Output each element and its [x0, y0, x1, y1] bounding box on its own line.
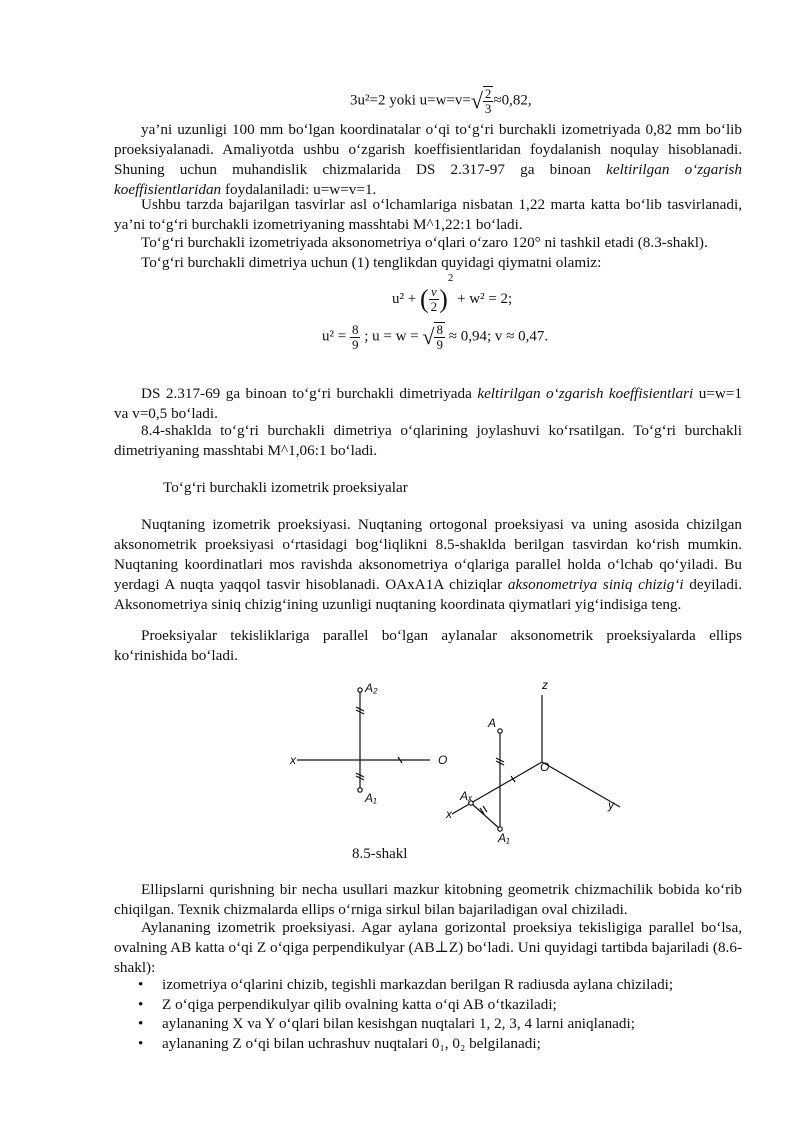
section-heading: To‘g‘ri burchakli izometrik proeksiyalar [163, 479, 408, 496]
paragraph-ds-standard: DS 2.317-69 ga binoan to‘g‘ri burchakli dimetriyada keltirilgan o‘zgarish koeffisientlari u=w=1 va v=0,5 bo‘ladi. [114, 385, 742, 422]
paragraph-coefficients: ya’ni uzunligi 100 mm bo‘lgan koordinatalar o‘qi to‘g‘ri burchakli izometriyada 0,82 mm bo‘lib proeksiyalanadi. Amaliyotda ushbu o‘zgarish koeffisientlaridan foydalanish noqulay hisoblanadi. Shuning uchun muhandislik chizmalarida DS 2.317-97 ga binoan keltirilgan o‘zgarish koeffisientlaridan foydalaniladi: u=w=v=1. [114, 121, 742, 198]
paragraph-dimetry: To‘g‘ri burchakli dimetriya uchun (1) tenglikdan quyidagi qiymatni olamiz: [141, 254, 602, 271]
formula-dimetry-equation: u² + ( $\frac{v}{2}$ )$^2$ + w² = 2; [392, 272, 513, 315]
fraction: $\frac{8}{9}$ [436, 322, 443, 352]
paragraph-circle-projection: Aylananing izometrik proeksiyasi. Agar aylana gorizontal proeksiya tekisligiga parallel bo‘lsa, ovalning AB katta o‘qi Z o‘qiga perpendikulyar (AB⊥Z) bo‘ladi. Uni quyidagi tartibda bajariladi (8.6-shakl): [114, 919, 742, 976]
label-ax: Aₓ [460, 789, 473, 803]
figure-caption: 8.5-shakl [352, 846, 408, 862]
fraction: $\frac{v}{2}$ [430, 284, 438, 315]
label-z: z [542, 678, 548, 692]
right-x-axis [452, 762, 542, 814]
label-o-right: O [540, 760, 550, 774]
paragraph-ellipse-methods: Ellipslarni qurishning bir necha usullari mazkur kitobning geometrik chizmachilik bobida ko‘rib chiqilgan. Texnik chizmalarda ellips o‘rniga sirkul bilan bajariladigan oval chiziladi. [114, 881, 742, 918]
formula-izometry-coefficient: 3u²=2 yoki u=w=v=√ $\frac{2}{3}$ ≈0,82, [350, 86, 532, 116]
formula-text: ≈0,82, [493, 92, 532, 109]
formula-dimetry-values: u² = $\frac{8}{9}$ ; u = w = √ $\frac{8}{9}$ ≈ 0,94; v ≈ 0,47. [322, 321, 549, 352]
fraction: $\frac{2}{3}$ [484, 86, 492, 116]
point-a2 [358, 688, 362, 692]
label-a: A [488, 716, 497, 730]
label-x-left: x [290, 753, 296, 767]
paragraph-scale: Ushbu tarzda bajarilgan tasvirlar asl o‘lchamlariga nisbatan 1,22 marta katta bo‘lib tasvirlanadi, ya’ni to‘g‘ri burchakli izometriyaning masshtabi M^1,22:1 bo‘ladi. [114, 196, 742, 233]
label-y: y [608, 798, 614, 812]
figure-8-5-diagram [280, 675, 640, 845]
document-page: 3u²=2 yoki u=w=v=√ $\frac{2}{3}$ ≈0,82, ya’ni uzunligi 100 mm bo‘lgan koordinatalar o‘qi to‘g‘ri burchakli izometriyada 0,82 mm bo‘lib proeksiyalanadi. Amaliyotda ushbu o‘zgarish koeffisientlaridan foydalanish noqulay hisoblanadi. Shuning uchun muhandislik chizmalarida DS 2.317-97 ga binoan keltirilgan o‘zgarish koeffisientlaridan foydalaniladi: u=w=v=1. Ushbu tarzda bajarilgan tasvirlar asl o‘lchamlariga nisbatan 1,22 marta katta bo‘lib tasvirlanadi, ya’ni to‘g‘ri burchakli izometriyaning masshtabi M^1,22:1 bo‘ladi. To‘g‘ri burchakli izometriyada aksonometriya o‘qlari o‘zaro 120° ni tashkil etadi (8.3-shakl). To‘g‘ri burchakli dimetriya uchun (1) tenglikdan quyidagi qiymatni olamiz: u² + ( $\frac{v}{2}$ )$^2$ + w² = 2; u² = $\frac{8}{9}$ ; u = w = √ $\frac{8}{9}$ ≈ 0,94; v ≈ 0,47. DS 2.317-69 ga binoan to‘g‘ri burchakli dimetriyada keltirilgan o‘zgarish koeffisientlari u=w=1 va v=0,5 bo‘ladi. 8.4-shaklda to‘g‘ri burchakli dimetriya o‘qlarining joylashuvi ko‘rsatilgan. To‘g‘ri burchakli dimetriyaning masshtabi M^1,06:1 bo‘ladi. To‘g‘ri burchakli izometrik proeksiyalar Nuqtaning izometrik proeksiyasi. Nuqtaning ortogonal proeksiyasi va uning asosida chizilgan aksonometrik proeksiyasi o‘rtasidagi bog‘liqlikni 8.5-shaklda berilgan tasvirdan ko‘rish mumkin. Nuqtaning koordinatlari mos ravishda aksonometriya o‘qlariga parallel holda o‘lchab qo‘yiladi. Bu yerdagi A nuqta yaqqol tasvir hisoblanadi. OAxA1A chiziqlar aksonometriya siniq chizig‘i deyiladi. Aksonometriya siniq chizig‘ining uzunligi nuqtaning koordinata qiymatlari yig‘indisiga teng. Proeksiyalar tekisliklariga parallel bo‘lgan aylanalar aksonometrik proeksiyalarda ellips ko‘rinishida bo‘ladi. x O A₂ A₁ z O y x A Aₓ A₁ 8.5-shakl Ellipslarni qurishning bir necha usullari mazkur kitobning geometrik chizmachilik bobida ko‘rib chiqilgan. Texnik chizmalarda ellips o‘rniga sirkul bilan bajariladigan oval chiziladi. Aylananing izometrik proeksiyasi. Agar aylana gorizontal proeksiya tekisligiga parallel bo‘lsa, ovalning AB katta o‘qi Z o‘qiga perpendikulyar (AB⊥Z) bo‘ladi. Uni quyidagi tartibda bajariladi (8.6-shakl): • izometriya o‘qlarini chizib, tegishli markazdan berilgan R radiusda aylana chiziladi; • Z o‘qiga perpendikulyar qilib ovalning katta o‘qi AB o‘tkaziladi; • aylananing X va Y o‘qlari bilan kesishgan nuqtalari 1, 2, 3, 4 larni aniqlanadi; • aylananing Z o‘qi bilan uchrashuv nuqtalari 0₁, 0₂ belgilanadi; [114, 86, 742, 1052]
point-a1 [358, 788, 362, 792]
paragraph-point-projection: Nuqtaning izometrik proeksiyasi. Nuqtaning ortogonal proeksiyasi va uning asosida chizilgan aksonometrik proeksiyasi o‘rtasidagi bog‘liqlikni 8.5-shaklda berilgan tasvirdan ko‘rish mumkin. Nuqtaning koordinatlari mos ravishda aksonometriya o‘qlariga parallel holda o‘lchab qo‘yiladi. Bu yerdagi A nuqta yaqqol tasvir hisoblanadi. OAxA1A chiziqlar aksonometriya siniq chizig‘i deyiladi. Aksonometriya siniq chizig‘ining uzunligi nuqtaning koordinata qiymatlari yig‘indisiga teng. [114, 516, 742, 613]
label-a1-left: A₁ [365, 791, 377, 805]
label-o-left: O [438, 753, 448, 767]
paragraph-ellipse: Proeksiyalar tekisliklariga parallel bo‘lgan aylanalar aksonometrik proeksiyalarda ellips ko‘rinishida bo‘ladi. [114, 627, 742, 664]
label-a2: A₂ [365, 681, 378, 695]
label-a1-right: A₁ [498, 831, 510, 845]
point-a [498, 729, 502, 733]
formula-text: 3u²=2 yoki u=w=v= [350, 92, 471, 109]
right-ax-a1 [471, 803, 500, 829]
fraction: $\frac{8}{9}$ [351, 321, 359, 352]
label-x-right: x [446, 807, 452, 821]
paragraph-axes-angle: To‘g‘ri burchakli izometriyada aksonometriya o‘qlari o‘zaro 120° ni tashkil etadi (8.3-shakl). [141, 234, 708, 251]
paragraph-dimetry-scale: 8.4-shaklda to‘g‘ri burchakli dimetriya o‘qlarining joylashuvi ko‘rsatilgan. To‘g‘ri burchakli dimetriyaning masshtabi M^1,06:1 bo‘ladi. [114, 422, 742, 459]
